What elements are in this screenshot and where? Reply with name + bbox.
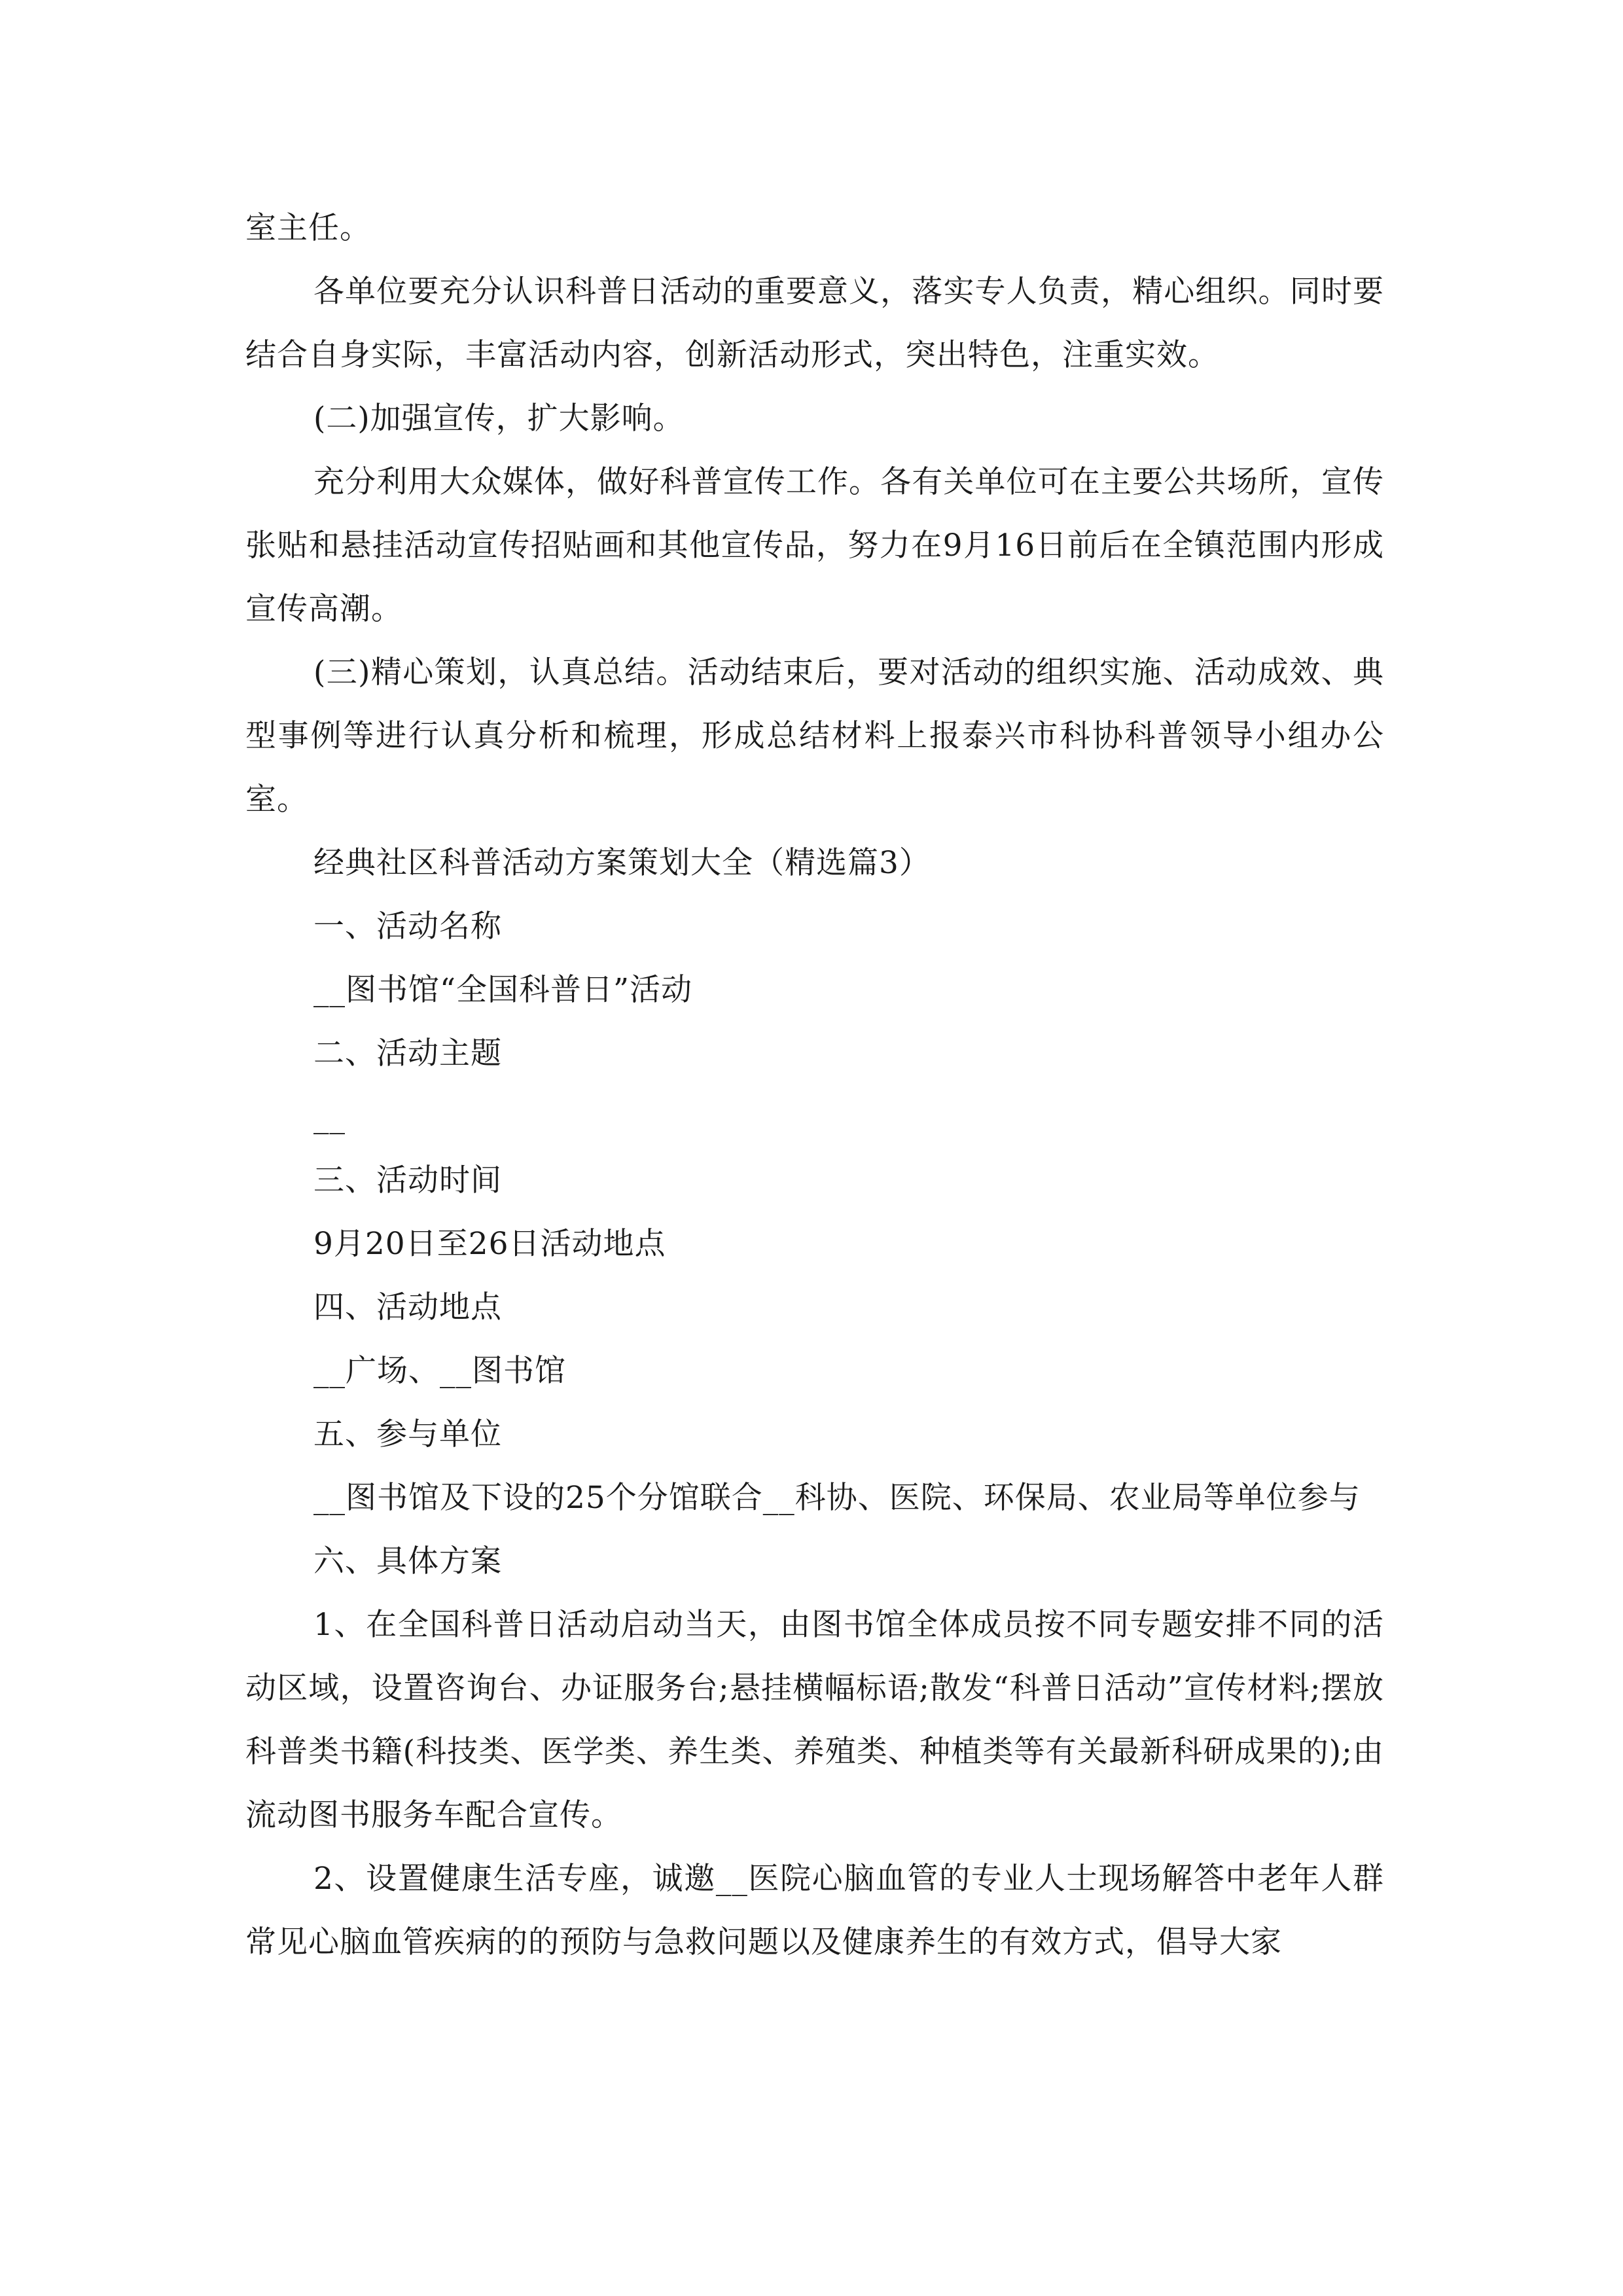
section-heading: 三、活动时间	[313, 1162, 502, 1198]
paragraph-body: __图书馆及下设的25个分馆联合__科协、医院、环保局、农业局等单位参与	[313, 1480, 1361, 1516]
paragraph-body: 1、在全国科普日活动启动当天，由图书馆全体成员按不同专题安排不同的活动区域，设置咨询台、办证服务台;悬挂横幅标语;散发“科普日活动”宣传材料;摆放科普类书籍(科技类、医学类、养生类、养殖类、种植类等有关最新科研成果的);由流动图书服务车配合宣传。	[245, 1607, 1384, 1833]
document-title: 经典社区科普活动方案策划大全（精选篇3）	[313, 845, 931, 881]
section-heading: 六、具体方案	[313, 1543, 502, 1579]
document-body	[245, 196, 1384, 1974]
paragraph-body: 9月20日至26日活动地点	[313, 1226, 666, 1262]
section-heading: 五、参与单位	[313, 1416, 502, 1452]
section-heading: 二、活动主题	[313, 1035, 502, 1071]
paragraph-body: __图书馆“全国科普日”活动	[313, 972, 693, 1008]
paragraph-body: 2、设置健康生活专座，诚邀__医院心脑血管的专业人士现场解答中老年人群常见心脑血管疾病的的预防与急救问题以及健康养生的有效方式，倡导大家	[245, 1861, 1384, 1960]
paragraph-body: 各单位要充分认识科普日活动的重要意义，落实专人负责，精心组织。同时要结合自身实际，丰富活动内容，创新活动形式，突出特色，注重实效。	[245, 274, 1384, 373]
paragraph-body: 充分利用大众媒体，做好科普宣传工作。各有关单位可在主要公共场所，宣传张贴和悬挂活动宣传招贴画和其他宣传品，努力在9月16日前后在全镇范围内形成宣传高潮。	[245, 464, 1384, 627]
paragraph-body: __	[313, 1099, 346, 1135]
section-heading: 四、活动地点	[313, 1289, 502, 1325]
paragraph-body: __广场、__图书馆	[313, 1353, 566, 1389]
paragraph-continuation: 室主任。	[245, 210, 371, 246]
paragraph-body: (三)精心策划，认真总结。活动结束后，要对活动的组织实施、活动成效、典型事例等进行认真分析和梳理，形成总结材料上报泰兴市科协科普领导小组办公室。	[245, 655, 1384, 817]
section-heading: (二)加强宣传，扩大影响。	[313, 401, 685, 437]
section-heading: 一、活动名称	[313, 908, 502, 944]
